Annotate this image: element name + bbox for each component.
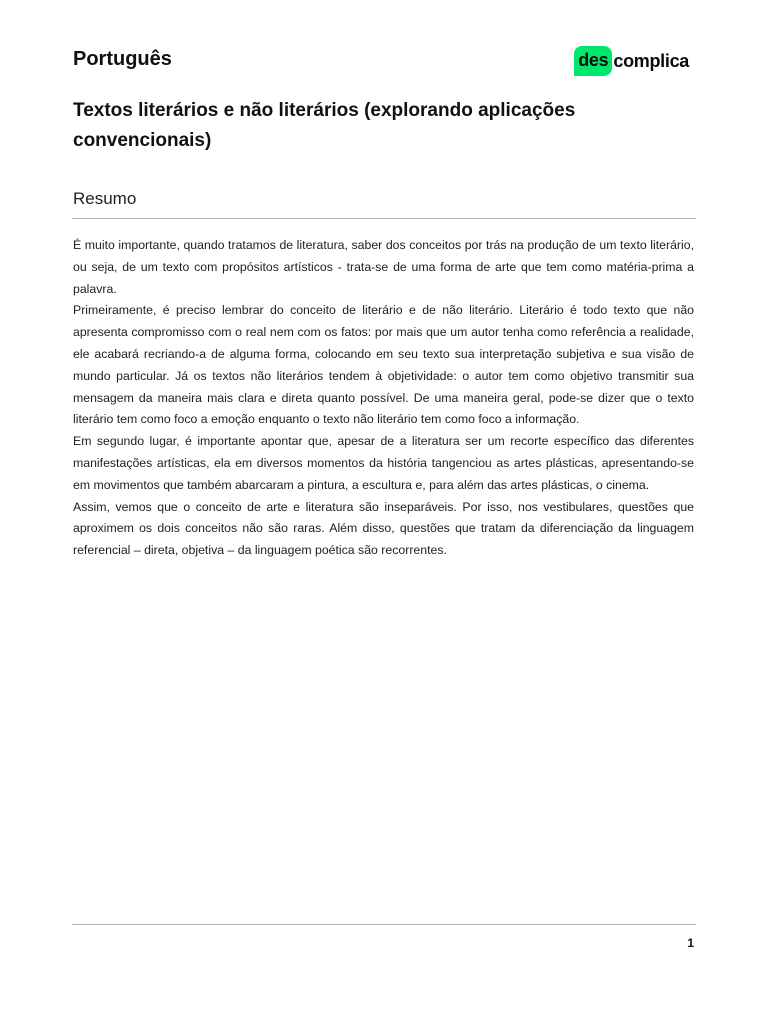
paragraph: Assim, vemos que o conceito de arte e literatura são inseparáveis. Por isso, nos vestibulares, questões que aproximem os dois conceitos não são raras. Além disso, questões que tratam da diferenciação da linguagem referencial – direta, objetiva – da linguagem poética são recorrentes. xyxy=(73,499,694,558)
logo-wordmark: complica xyxy=(613,50,689,71)
paragraph: Em segundo lugar, é importante apontar que, apesar de a literatura ser um recorte específico das diferentes manifestações artísticas, ela em diversos momentos da história tangenciou as artes plásticas, apresentando-se em movimentos que também abarcaram a pintura, a escultura e, para além das artes plásticas, o cinema. xyxy=(73,434,694,492)
document-title: Textos literários e não literários (explorando aplicações convencionais) xyxy=(73,100,576,151)
descomplica-logo xyxy=(574,46,689,76)
logo-badge: des xyxy=(574,46,612,76)
section-divider xyxy=(72,218,696,219)
footer-divider xyxy=(72,924,696,925)
subject-label: Português xyxy=(73,48,172,70)
page-header xyxy=(73,46,695,78)
paragraph: É muito importante, quando tratamos de literatura, saber dos conceitos por trás na produção de um texto literário, ou seja, de um texto com propósitos artísticos - trata-se de uma forma de arte que tem como matéria-prima a palavra. xyxy=(73,238,694,296)
page-number: 1 xyxy=(687,936,694,950)
summary-body xyxy=(73,235,694,562)
paragraph: Primeiramente, é preciso lembrar do conceito de literário e de não literário. Literário é todo texto que não apresenta compromisso com o real nem com os fatos: por mais que um autor tenha como referência a realidade, ele acabará recriando-a de alguma forma, colocando em seu texto sua interpretação subjetiva e sua visão de mundo particular. Já os textos não literários tendem à objetividade: o autor tem como objetivo transmitir sua mensagem da maneira mais clara e direta quanto possível. De uma maneira geral, pode-se dizer que o texto literário tem como foco a emoção enquanto o texto não literário tem como foco a informação. xyxy=(73,303,694,427)
section-heading: Resumo xyxy=(73,189,137,208)
